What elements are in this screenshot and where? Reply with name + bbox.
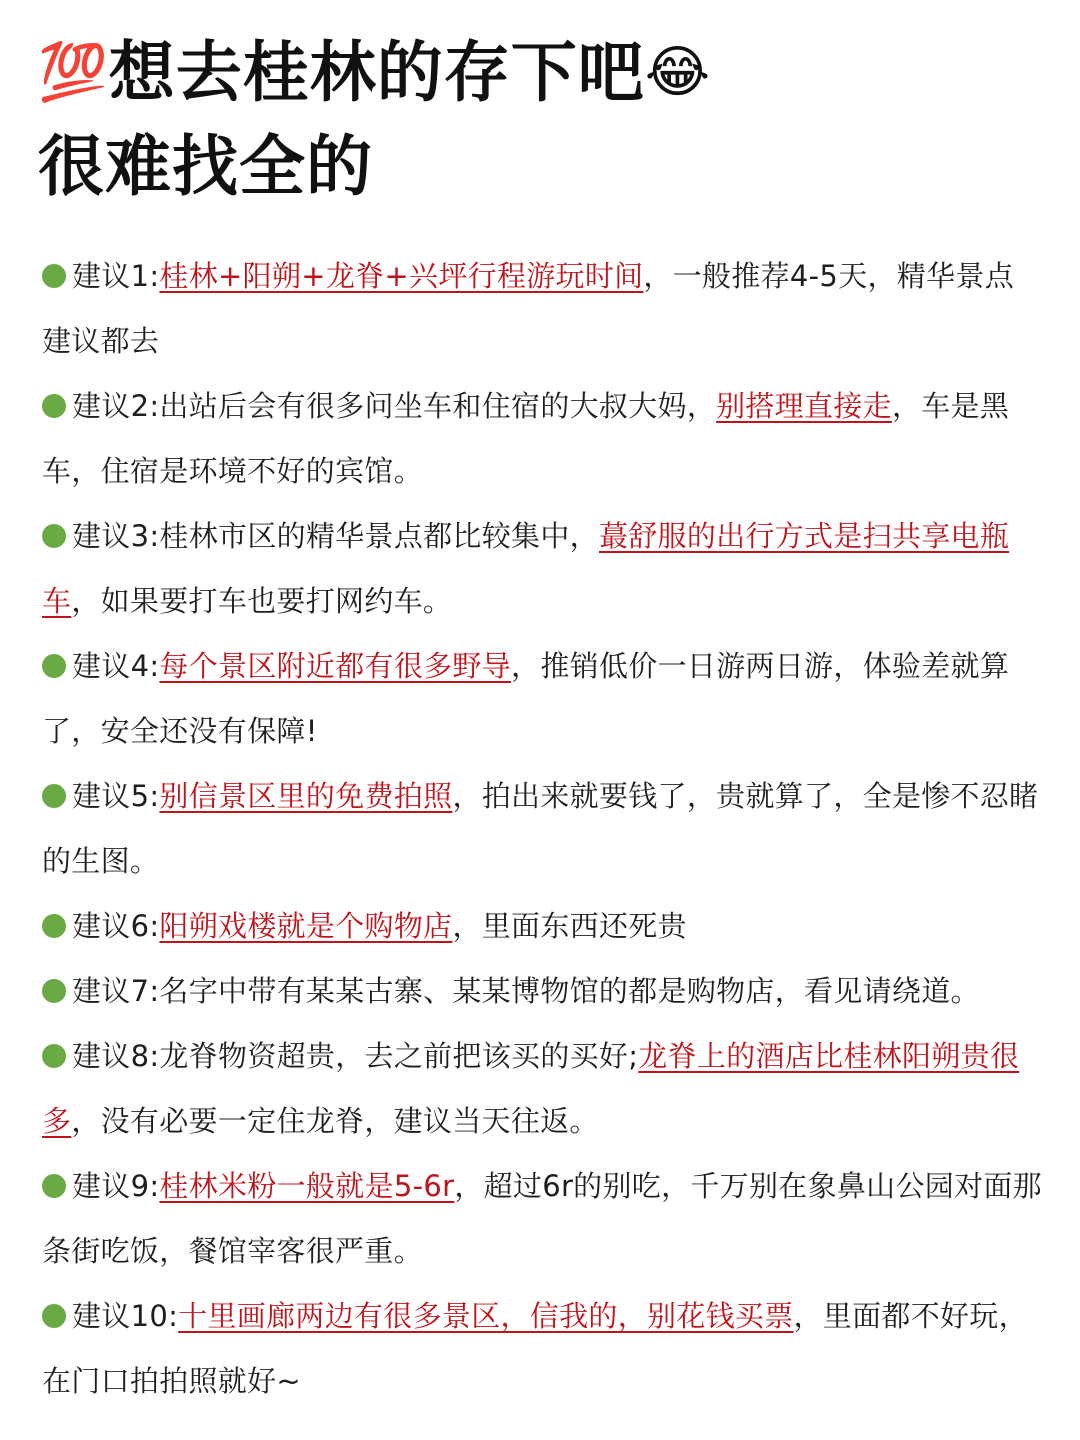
green-dot-icon — [42, 784, 66, 808]
tip-label: 建议5: — [72, 779, 160, 813]
tip-label: 建议3: — [72, 519, 160, 553]
tips-list — [42, 244, 1042, 1414]
tip-item-3 — [42, 504, 1042, 634]
green-dot-icon — [42, 1174, 66, 1198]
tip-label: 建议6: — [72, 909, 160, 943]
tip-item-6 — [42, 894, 1042, 959]
tip-highlight: 十里画廊两边有很多景区，信我的，别花钱买票 — [178, 1299, 794, 1333]
title-text-1: 想去桂林的存下吧 — [108, 34, 645, 111]
green-dot-icon — [42, 979, 66, 1003]
tip-label: 建议1: — [72, 259, 160, 293]
title-line-1 — [38, 26, 1050, 120]
tip-item-10 — [42, 1284, 1042, 1414]
tip-label: 建议10: — [72, 1299, 179, 1333]
tip-label: 建议2: — [72, 389, 160, 423]
tip-highlight: 桂林+阳朔+龙脊+兴坪行程游玩时间 — [159, 259, 644, 293]
tip-text: ，一般推荐4-5天，精华景点建议都去 — [42, 259, 1014, 358]
tip-text: 名字中带有某某古寨、某某博物馆的都是购物店，看见请绕道。 — [159, 974, 980, 1008]
hundred-points-icon: 💯 — [38, 40, 109, 105]
green-dot-icon — [42, 1304, 66, 1328]
tip-text: ，里面都不好玩，在门口拍拍照就好~ — [42, 1299, 1028, 1398]
tip-item-4 — [42, 634, 1042, 764]
tip-item-7 — [42, 959, 1042, 1024]
green-dot-icon — [42, 1044, 66, 1068]
tip-text: ，如果要打车也要打网约车。 — [71, 584, 453, 618]
tip-label: 建议4: — [72, 649, 160, 683]
tip-highlight: 别信景区里的免费拍照 — [159, 779, 453, 813]
tip-label: 建议7: — [72, 974, 160, 1008]
tip-text: ，拍出来就要钱了，贵就算了，全是惨不忍睹的生图。 — [42, 779, 1039, 878]
tip-highlight: 桂林米粉一般就是5-6r — [159, 1169, 455, 1203]
tip-item-2 — [42, 374, 1042, 504]
tip-highlight: 每个景区附近都有很多野导 — [159, 649, 512, 683]
tip-highlight: 蕞舒服的出行方式是扫共享电瓶车 — [42, 519, 1010, 618]
tears-of-joy-icon: 😂 — [644, 40, 712, 105]
tip-label: 建议8: — [72, 1039, 160, 1073]
tip-text: ，里面东西还死贵 — [452, 909, 687, 943]
tip-text: 龙脊物资超贵，去之前把该买的买好; — [159, 1039, 639, 1073]
green-dot-icon — [42, 914, 66, 938]
tip-item-8 — [42, 1024, 1042, 1154]
tip-highlight: 龙脊上的酒店比桂林阳朔贵很多 — [42, 1039, 1020, 1138]
title-line-2: 很难找全的 — [38, 128, 373, 205]
tip-item-1 — [42, 244, 1042, 374]
tip-label: 建议9: — [72, 1169, 160, 1203]
tip-text: ，没有必要一定住龙脊，建议当天往返。 — [71, 1104, 599, 1138]
tip-text: ，车是黑车，住宿是环境不好的宾馆。 — [42, 389, 1010, 488]
title-block — [38, 26, 1050, 214]
green-dot-icon — [42, 654, 66, 678]
tip-text: 桂林市区的精华景点都比较集中， — [159, 519, 599, 553]
green-dot-icon — [42, 394, 66, 418]
tip-text: ，推销低价一日游两日游，体验差就算了，安全还没有保障! — [42, 649, 1010, 748]
tip-item-9 — [42, 1154, 1042, 1284]
tip-highlight: 别搭理直接走 — [716, 389, 892, 423]
tip-text: ，超过6r的别吃，千万别在象鼻山公园对面那条街吃饭，餐馆宰客很严重。 — [42, 1169, 1042, 1268]
green-dot-icon — [42, 264, 66, 288]
tip-item-5 — [42, 764, 1042, 894]
green-dot-icon — [42, 524, 66, 548]
tip-highlight: 阳朔戏楼就是个购物店 — [159, 909, 453, 943]
tip-text: 出站后会有很多问坐车和住宿的大叔大妈， — [159, 389, 717, 423]
